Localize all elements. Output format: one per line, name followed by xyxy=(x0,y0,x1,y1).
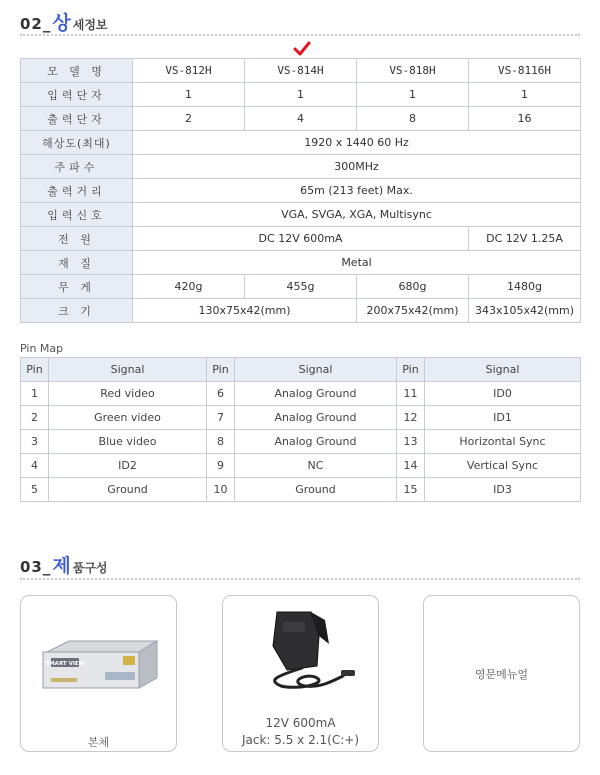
table-row xyxy=(21,107,581,131)
table-header-row xyxy=(21,358,581,382)
model-name: VS-812H xyxy=(133,59,245,83)
kvm-switch-icon xyxy=(39,638,159,694)
row-label: 해상도(최대) xyxy=(21,131,133,155)
cell: 9 xyxy=(207,454,235,478)
table-row xyxy=(21,430,581,454)
cell: 420g xyxy=(133,275,245,299)
cell: 1920 x 1440 60 Hz xyxy=(133,131,581,155)
cell: Analog Ground xyxy=(235,406,397,430)
cell: Ground xyxy=(49,478,207,502)
section-divider xyxy=(20,578,580,580)
section-divider xyxy=(20,34,580,36)
section-rest: 품구성 xyxy=(72,561,108,575)
cell: Horizontal Sync xyxy=(425,430,581,454)
cell: NC xyxy=(235,454,397,478)
cell: 6 xyxy=(207,382,235,406)
cell: Analog Ground xyxy=(235,382,397,406)
cell: 1 xyxy=(245,83,357,107)
cell: ID1 xyxy=(425,406,581,430)
row-label: 출력거리 xyxy=(21,179,133,203)
device-logo: SMART VIEW xyxy=(45,661,85,667)
cell: 343x105x42(mm) xyxy=(469,299,581,323)
cell: 1 xyxy=(21,382,49,406)
cell: 10 xyxy=(207,478,235,502)
column-header: Signal xyxy=(235,358,397,382)
cell: 680g xyxy=(357,275,469,299)
section-number: 02_ xyxy=(20,15,52,33)
section-title-spec xyxy=(20,8,108,35)
cell: DC 12V 600mA xyxy=(133,227,469,251)
cell: Green video xyxy=(49,406,207,430)
cell: 15 xyxy=(397,478,425,502)
table-row xyxy=(21,83,581,107)
cell: ID3 xyxy=(425,478,581,502)
cell: 16 xyxy=(469,107,581,131)
cell: 65m (213 feet) Max. xyxy=(133,179,581,203)
section-initial: 상 xyxy=(52,12,71,34)
component-label: 12V 600mA xyxy=(265,716,336,730)
cell: VGA, SVGA, XGA, Multisync xyxy=(133,203,581,227)
model-name: VS-818H xyxy=(357,59,469,83)
column-header: Pin xyxy=(21,358,49,382)
cell: 3 xyxy=(21,430,49,454)
cell: ID0 xyxy=(425,382,581,406)
table-row xyxy=(21,406,581,430)
row-label: 주파수 xyxy=(21,155,133,179)
table-row xyxy=(21,155,581,179)
section-rest: 세정보 xyxy=(72,18,108,32)
pinmap-title: Pin Map xyxy=(20,342,64,355)
section-title-components xyxy=(20,551,108,578)
table-row xyxy=(21,179,581,203)
power-adapter-icon xyxy=(247,606,357,692)
table-row xyxy=(21,299,581,323)
cell: 8 xyxy=(357,107,469,131)
model-name: VS-814H xyxy=(245,59,357,83)
table-row xyxy=(21,478,581,502)
table-row xyxy=(21,203,581,227)
table-row xyxy=(21,454,581,478)
component-card-manual xyxy=(423,595,580,752)
checkmark-icon xyxy=(293,41,311,57)
cell: 4 xyxy=(21,454,49,478)
cell: Ground xyxy=(235,478,397,502)
table-row xyxy=(21,131,581,155)
cell: 8 xyxy=(207,430,235,454)
section-number: 03_ xyxy=(20,558,52,576)
row-label: 재 질 xyxy=(21,251,133,275)
spec-table xyxy=(20,58,581,323)
cell: 130x75x42(mm) xyxy=(133,299,357,323)
pinmap-table xyxy=(20,357,581,502)
cell: Blue video xyxy=(49,430,207,454)
model-name: VS-8116H xyxy=(469,59,581,83)
cell: ID2 xyxy=(49,454,207,478)
cell: 2 xyxy=(133,107,245,131)
row-label: 크 기 xyxy=(21,299,133,323)
cell: 14 xyxy=(397,454,425,478)
section-initial: 제 xyxy=(52,555,71,577)
column-header: Signal xyxy=(49,358,207,382)
cell: 7 xyxy=(207,406,235,430)
row-label: 출력단자 xyxy=(21,107,133,131)
cell: 1 xyxy=(469,83,581,107)
cell: 13 xyxy=(397,430,425,454)
cell: 1480g xyxy=(469,275,581,299)
table-row xyxy=(21,59,581,83)
cell: 5 xyxy=(21,478,49,502)
cell: 1 xyxy=(357,83,469,107)
table-row xyxy=(21,275,581,299)
cell: 300MHz xyxy=(133,155,581,179)
cell: DC 12V 1.25A xyxy=(469,227,581,251)
cell: Metal xyxy=(133,251,581,275)
cell: 12 xyxy=(397,406,425,430)
component-label: 영문메뉴얼 xyxy=(474,668,529,681)
cell: Vertical Sync xyxy=(425,454,581,478)
row-label: 모 델 명 xyxy=(21,59,133,83)
column-header: Pin xyxy=(207,358,235,382)
component-card-adapter xyxy=(222,595,379,752)
column-header: Signal xyxy=(425,358,581,382)
component-label: 본체 xyxy=(87,736,110,749)
cell: 455g xyxy=(245,275,357,299)
cell: Analog Ground xyxy=(235,430,397,454)
component-card-main-unit xyxy=(20,595,177,752)
row-label: 전 원 xyxy=(21,227,133,251)
table-row xyxy=(21,227,581,251)
row-label: 무 게 xyxy=(21,275,133,299)
row-label: 입력단자 xyxy=(21,83,133,107)
cell: 4 xyxy=(245,107,357,131)
table-row xyxy=(21,251,581,275)
cell: 2 xyxy=(21,406,49,430)
row-label: 입력신호 xyxy=(21,203,133,227)
cell: Red video xyxy=(49,382,207,406)
cell: 1 xyxy=(133,83,245,107)
table-row xyxy=(21,382,581,406)
cell: 11 xyxy=(397,382,425,406)
cell: 200x75x42(mm) xyxy=(357,299,469,323)
component-label: Jack: 5.5 x 2.1(C:+) xyxy=(241,733,360,747)
column-header: Pin xyxy=(397,358,425,382)
